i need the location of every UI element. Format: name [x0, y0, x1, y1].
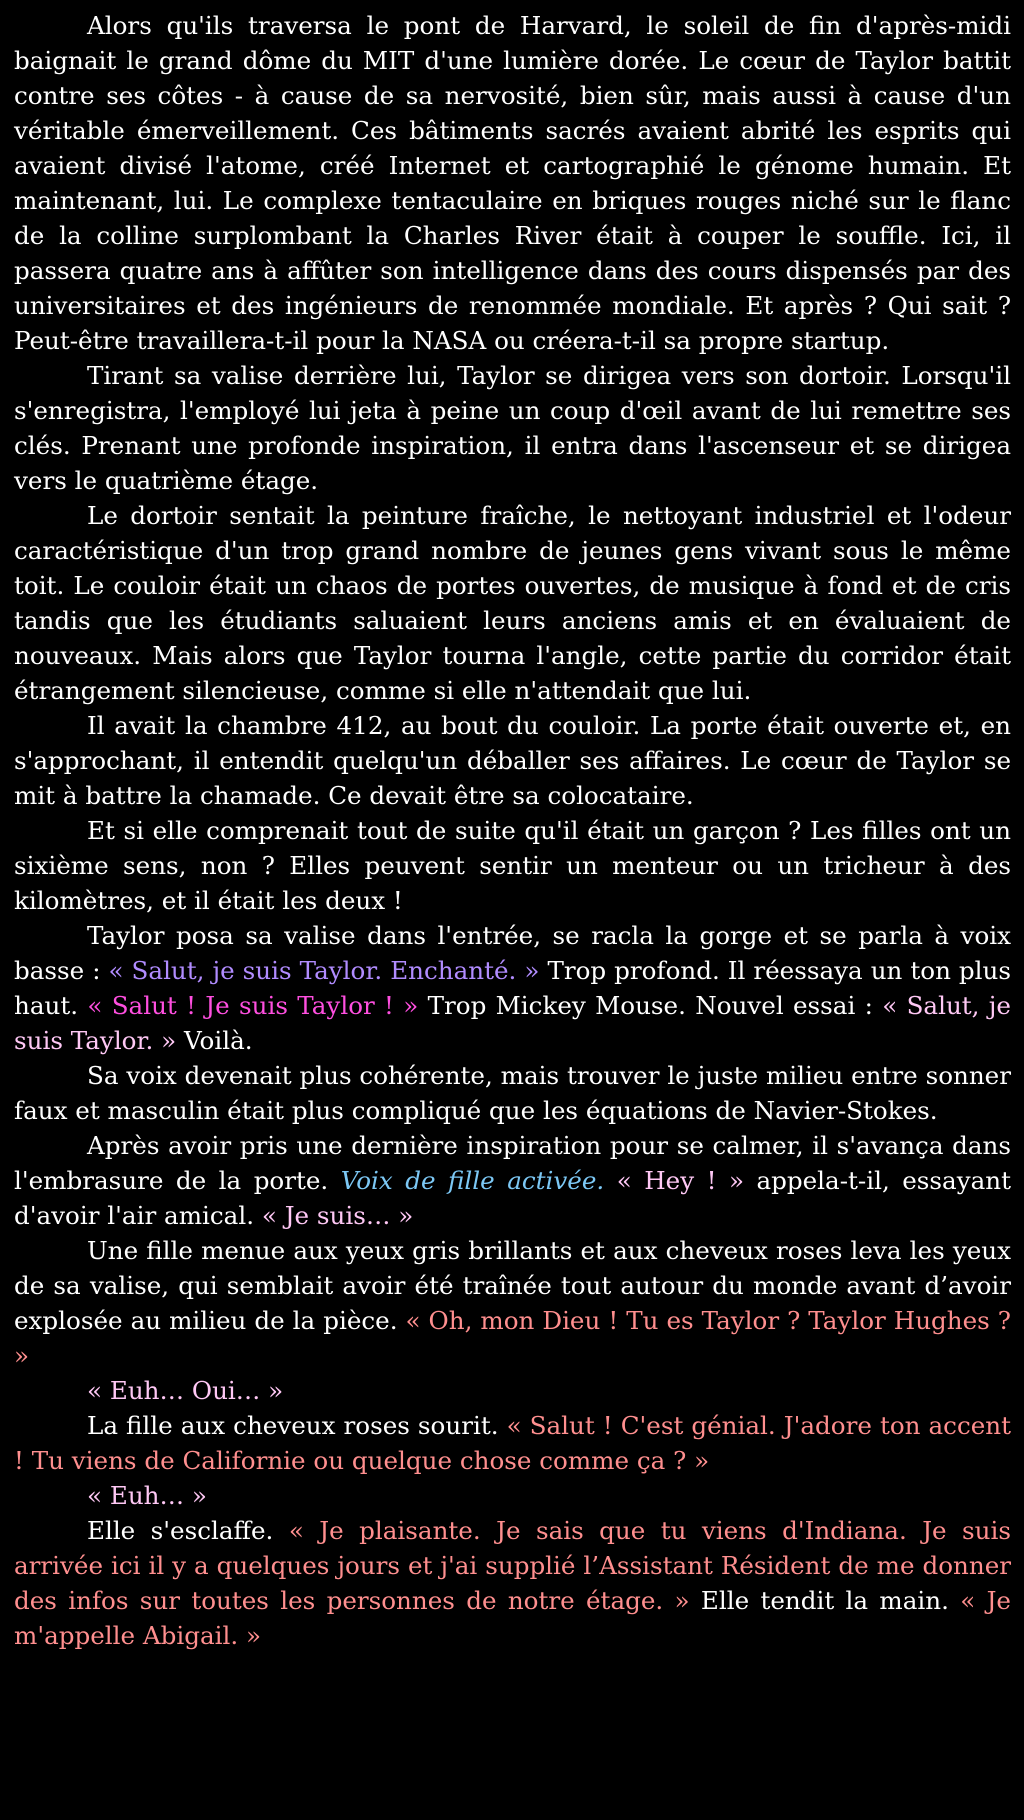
- narration-text: Trop Mickey Mouse. Nouvel essai :: [418, 991, 883, 1020]
- narration-text: Il avait la chambre 412, au bout du couloir. La porte était ouverte et, en s'approchant, il entendit quelqu'un déballer ses affaires. Le cœur de Taylor se mit à battre la chamade. Ce devait être sa colocataire.: [14, 711, 1011, 810]
- paragraph-12: [14, 1478, 1011, 1513]
- paragraph-1: [14, 8, 1011, 358]
- narration-text: appela-t-il, essayant d'avoir l'air amical.: [14, 1166, 1011, 1230]
- narration-text: La fille aux cheveux roses sourit.: [87, 1411, 507, 1440]
- inner-thought-text: Voix de fille activée.: [340, 1166, 605, 1195]
- paragraph-2: [14, 358, 1011, 498]
- narration-text: [604, 1166, 616, 1195]
- abigail-voice-quote: « Je plaisante. Je sais que tu viens d'Indiana. Je suis arrivée ici il y a quelques jours et j'ai supplié l’Assistant Résident de me donner des infos sur toutes les personnes de notre étage. »: [14, 1516, 1011, 1615]
- abigail-voice-quote: « Salut ! C'est génial. J'adore ton accent ! Tu viens de Californie ou quelque chose comme ça ? »: [14, 1411, 1011, 1475]
- paragraph-9: [14, 1233, 1011, 1373]
- narration-text: Alors qu'ils traversa le pont de Harvard, le soleil de fin d'après-midi baignait le grand dôme du MIT d'une lumière dorée. Le cœur de Taylor battit contre ses côtes - à cause de sa nervosité, bien sûr, mais aussi à cause d'un véritable émerveillement. Ces bâtiments sacrés avaient abrité les esprits qui avaient divisé l'atome, créé Internet et cartographié le génome humain. Et maintenant, lui. Le complexe tentaculaire en briques rouges niché sur le flanc de la colline surplombant la Charles River était à couper le souffle. Ici, il passera quatre ans à affûter son intelligence dans des cours dispensés par des universitaires et des ingénieurs de renommée mondiale. Et après ? Qui sait ? Peut-être travaillera-t-il pour la NASA ou créera-t-il sa propre startup.: [14, 11, 1011, 355]
- paragraph-11: [14, 1408, 1011, 1478]
- paragraph-7: [14, 1058, 1011, 1128]
- abigail-voice-quote: « Je m'appelle Abigail. »: [14, 1586, 1011, 1650]
- narration-text: Taylor posa sa valise dans l'entrée, se racla la gorge et se parla à voix basse :: [14, 921, 1011, 985]
- paragraph-8: [14, 1128, 1011, 1233]
- taylor-voice-quote: « Hey ! »: [616, 1166, 744, 1195]
- taylor-voice-quote: « Euh… »: [87, 1481, 207, 1510]
- taylor-voice-quote: « Je suis… »: [261, 1201, 414, 1230]
- narration-text: Tirant sa valise derrière lui, Taylor se dirigea vers son dortoir. Lorsqu'il s'enregistra, l'employé lui jeta à peine un coup d'œil avant de lui remettre ses clés. Prenant une profonde inspiration, il entra dans l'ascenseur et se dirigea vers le quatrième étage.: [14, 361, 1011, 495]
- narration-text: Elle tendit la main.: [689, 1586, 961, 1615]
- taylor-voice-quote: « Salut, je suis Taylor. »: [14, 991, 1011, 1055]
- taylor-voice-quote: « Euh… Oui… »: [87, 1376, 284, 1405]
- paragraph-3: [14, 498, 1011, 708]
- narration-text: Une fille menue aux yeux gris brillants et aux cheveux roses leva les yeux de sa valise, qui semblait avoir été traînée tout autour du monde avant d’avoir explosée au milieu de la pièce.: [14, 1236, 1011, 1335]
- paragraph-10: [14, 1373, 1011, 1408]
- paragraph-6: [14, 918, 1011, 1058]
- narration-text: Voilà.: [176, 1026, 253, 1055]
- narration-text: Trop profond. Il réessaya un ton plus haut.: [14, 956, 1011, 1020]
- narration-text: Et si elle comprenait tout de suite qu'il était un garçon ? Les filles ont un sixième sens, non ? Elles peuvent sentir un menteur ou un tricheur à des kilomètres, et il était les deux !: [14, 816, 1011, 915]
- narration-text: Après avoir pris une dernière inspiration pour se calmer, il s'avança dans l'embrasure de la porte.: [14, 1131, 1011, 1195]
- narration-text: Elle s'esclaffe.: [87, 1516, 289, 1545]
- taylor-deep-voice-quote: « Salut, je suis Taylor. Enchanté. »: [108, 956, 540, 985]
- paragraph-5: [14, 813, 1011, 918]
- abigail-voice-quote: « Oh, mon Dieu ! Tu es Taylor ? Taylor Hughes ? »: [14, 1306, 1011, 1370]
- paragraph-13: [14, 1513, 1011, 1653]
- paragraph-4: [14, 708, 1011, 813]
- narration-text: Le dortoir sentait la peinture fraîche, le nettoyant industriel et l'odeur caractéristique d'un trop grand nombre de jeunes gens vivant sous le même toit. Le couloir était un chaos de portes ouvertes, de musique à fond et de cris tandis que les étudiants saluaient leurs anciens amis et en évaluaient de nouveaux. Mais alors que Taylor tourna l'angle, cette partie du corridor était étrangement silencieuse, comme si elle n'attendait que lui.: [14, 501, 1011, 705]
- taylor-high-voice-quote: « Salut ! Je suis Taylor ! »: [87, 991, 419, 1020]
- narration-text: Sa voix devenait plus cohérente, mais trouver le juste milieu entre sonner faux et masculin était plus compliqué que les équations de Navier-Stokes.: [14, 1061, 1011, 1125]
